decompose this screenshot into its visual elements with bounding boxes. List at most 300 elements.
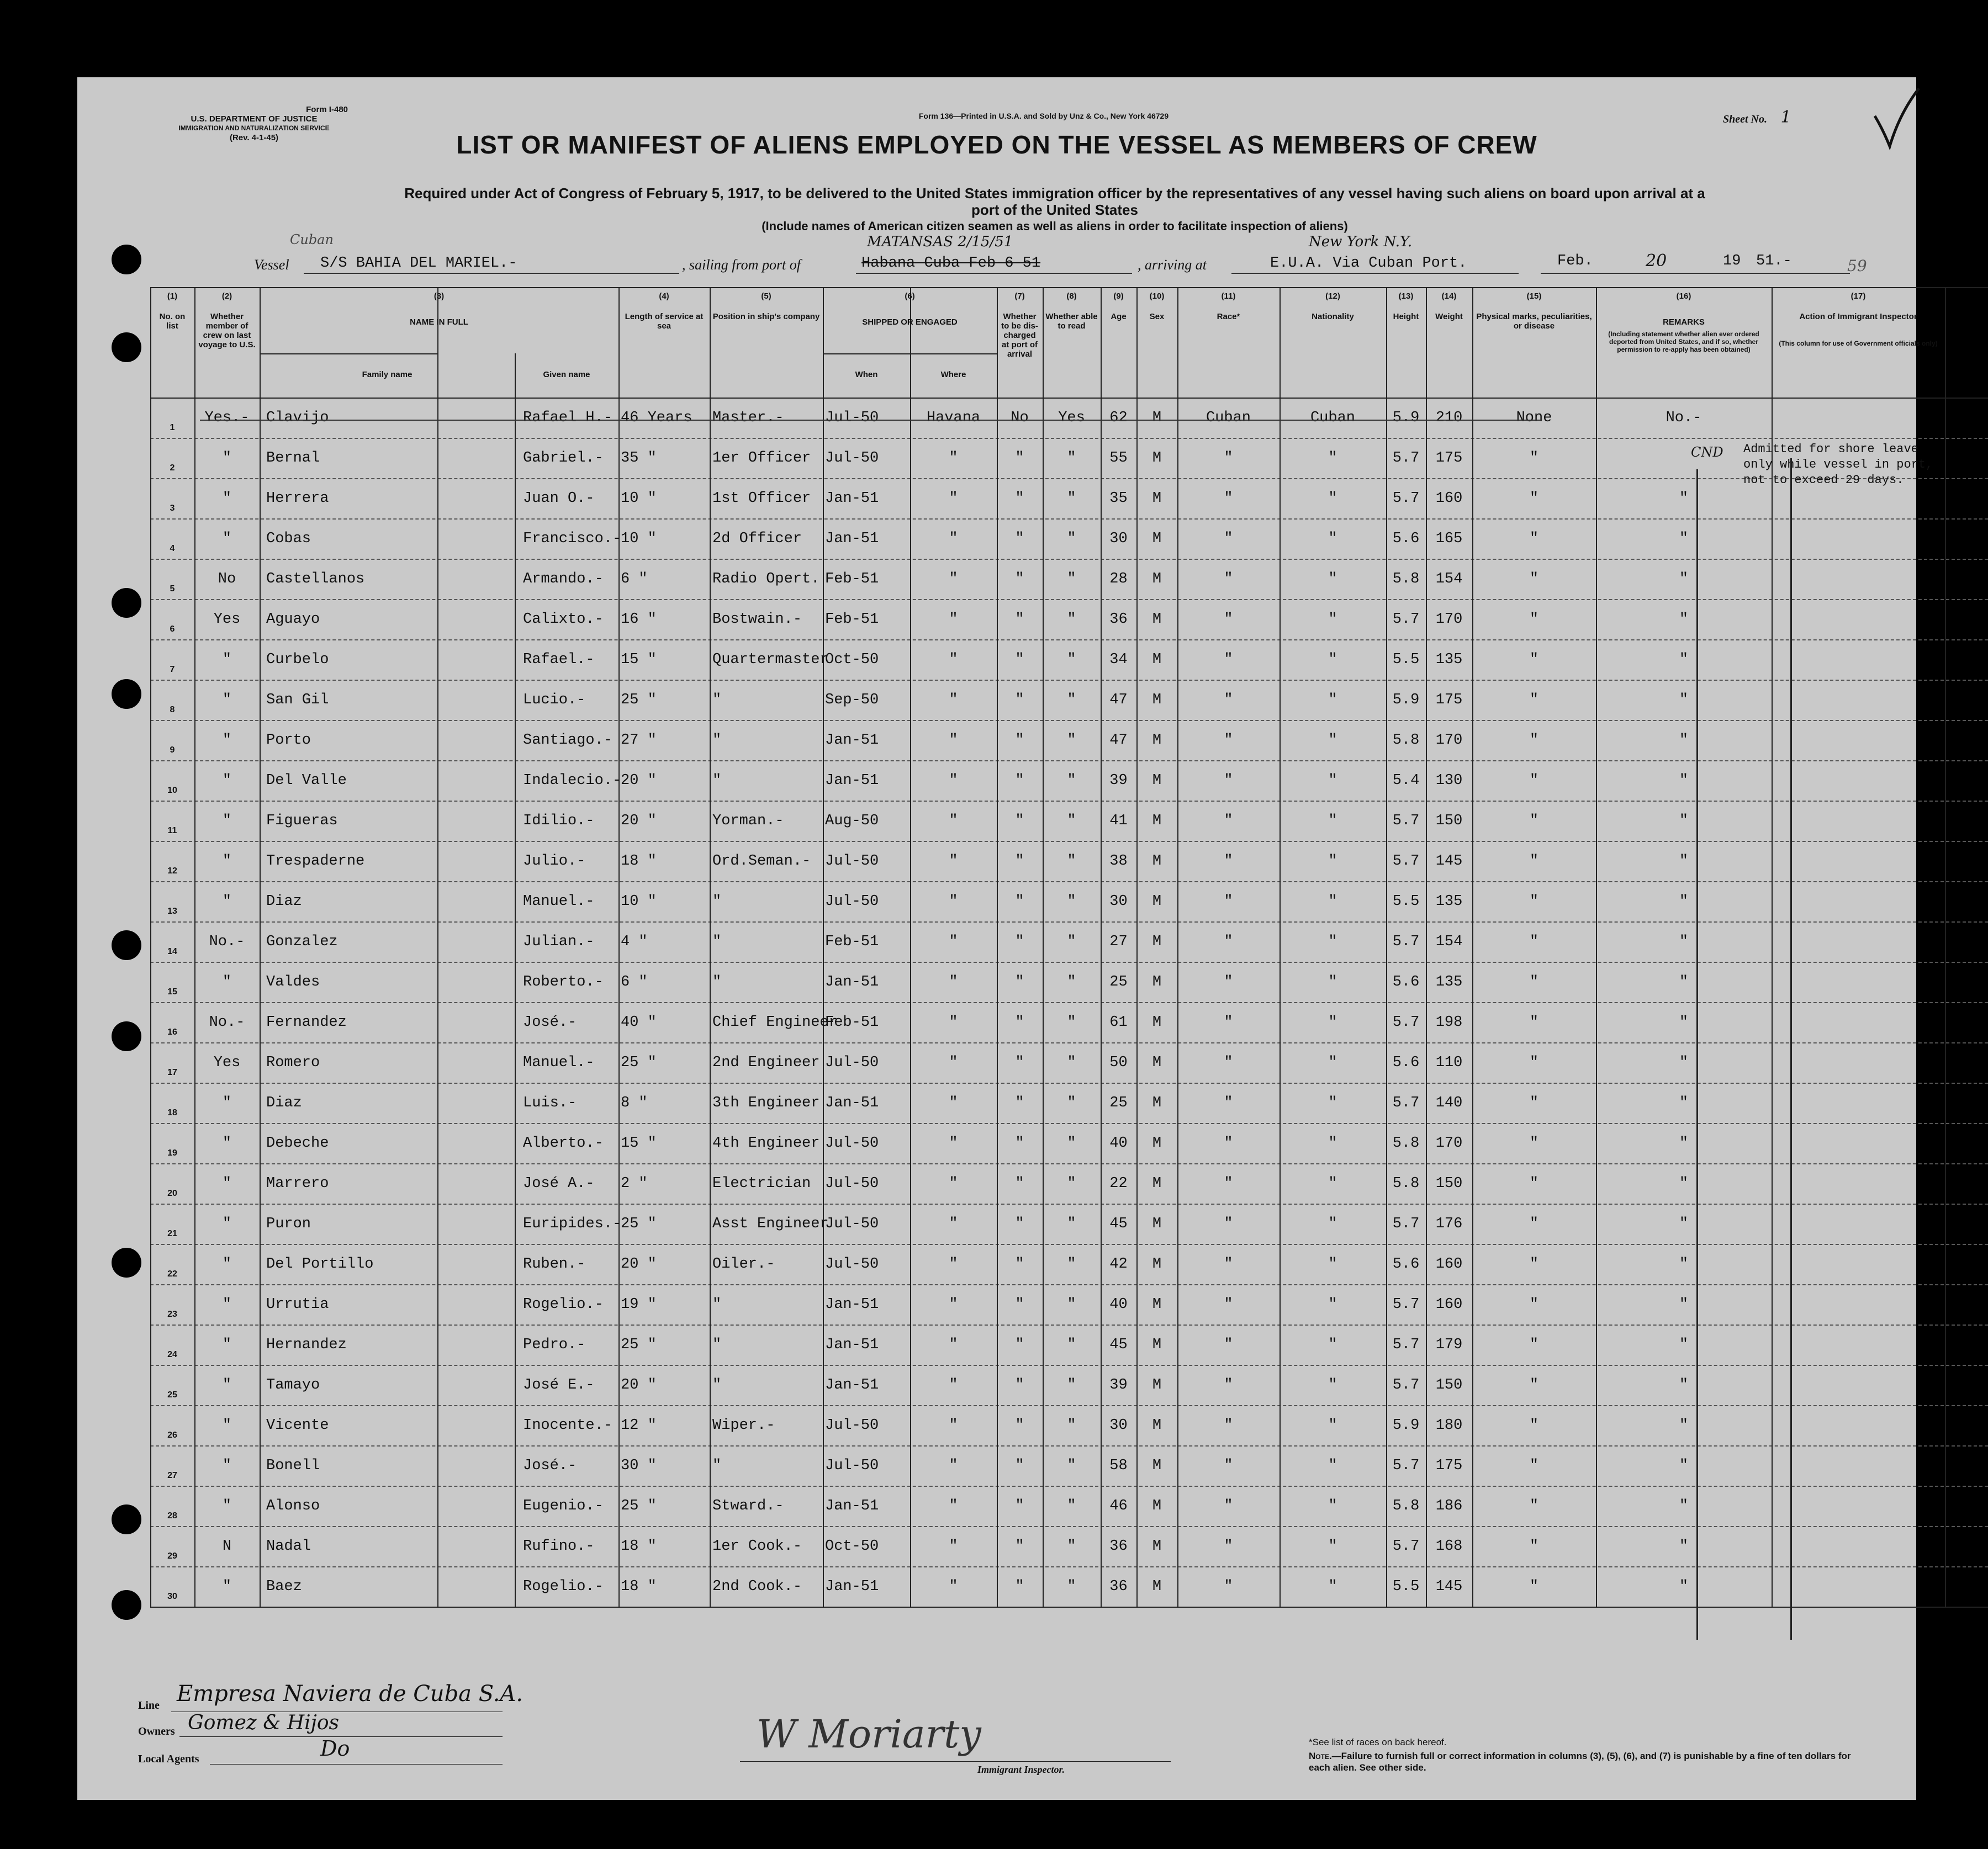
cell-last: " <box>222 450 232 467</box>
cell-given: Indalecio.- <box>523 772 622 789</box>
cell-age: 61 <box>1109 1014 1128 1031</box>
cell-remarks: " <box>1679 934 1689 950</box>
department: U.S. DEPARTMENT OF JUSTICE <box>191 114 318 124</box>
cell-when: Oct-50 <box>825 651 879 668</box>
cell-read: " <box>1067 1417 1076 1434</box>
cell-read: " <box>1067 611 1076 628</box>
cell-nat: " <box>1328 571 1337 587</box>
cell-read: " <box>1067 1256 1076 1273</box>
cell-age: 27 <box>1109 934 1128 950</box>
cell-sex: M <box>1152 1538 1162 1555</box>
cell-nat: " <box>1328 1095 1337 1111</box>
column-header: Whether able to read <box>1045 312 1098 331</box>
cell-height: 5.7 <box>1392 853 1420 870</box>
cell-given: Euripides.- <box>523 1216 622 1232</box>
cell-remarks: " <box>1679 571 1689 587</box>
cell-remarks: " <box>1679 893 1689 910</box>
cell-position: Chief Engineer <box>712 1014 838 1031</box>
cell-when: Jan-51 <box>825 772 879 789</box>
row-number: 26 <box>167 1431 177 1440</box>
cell-family: Nadal <box>266 1538 311 1555</box>
cell-age: 30 <box>1109 893 1128 910</box>
cell-given: José E.- <box>523 1377 595 1394</box>
sheet-label: Sheet No. <box>1723 113 1767 125</box>
column-number: (8) <box>1066 292 1077 301</box>
column-header: Age <box>1111 312 1127 321</box>
row-number: 7 <box>170 665 175 674</box>
cell-read: " <box>1067 450 1076 467</box>
column-number: (9) <box>1113 292 1124 301</box>
cell-family: Diaz <box>266 893 302 910</box>
cell-weight: 135 <box>1435 893 1463 910</box>
cell-race: " <box>1224 1216 1233 1232</box>
row-number: 22 <box>167 1269 177 1279</box>
cell-marks: " <box>1529 692 1539 708</box>
cell-height: 5.7 <box>1392 1216 1420 1232</box>
cell-race: " <box>1224 450 1233 467</box>
subtitle-line-1: Required under Act of Congress of February 5, 1917, to be delivered to the United States immigration officer by the representatives of any vessel having such aliens on board upon arrival at a <box>404 185 1705 202</box>
cell-last: " <box>222 1337 232 1353</box>
column-number: (2) <box>221 292 232 301</box>
cell-nat: " <box>1328 1377 1337 1394</box>
cell-marks: " <box>1529 490 1539 507</box>
cell-age: 41 <box>1109 813 1128 829</box>
row-divider <box>150 639 1988 640</box>
cell-height: 5.7 <box>1392 1296 1420 1313</box>
cell-nat: " <box>1328 490 1337 507</box>
cell-service: 18 " <box>621 1578 657 1595</box>
cell-last: Yes.- <box>204 410 250 426</box>
cell-nat: " <box>1328 611 1337 628</box>
cell-read: " <box>1067 692 1076 708</box>
cell-weight: 160 <box>1435 490 1463 507</box>
cell-weight: 180 <box>1435 1417 1463 1434</box>
cell-sex: M <box>1152 1256 1162 1273</box>
cell-nat: " <box>1328 1014 1337 1031</box>
cell-given: José.- <box>523 1458 577 1474</box>
cell-nat: " <box>1328 531 1337 547</box>
cell-where: " <box>949 974 958 990</box>
cell-given: Ruben.- <box>523 1256 586 1273</box>
cell-last: " <box>222 893 232 910</box>
cell-height: 5.7 <box>1392 1458 1420 1474</box>
arriving-typed: E.U.A. Via Cuban Port. <box>1270 255 1467 272</box>
cell-weight: 170 <box>1435 1135 1463 1152</box>
cell-service: 25 " <box>621 1498 657 1514</box>
cell-age: 30 <box>1109 1417 1128 1434</box>
cell-when: Jan-51 <box>825 1296 879 1313</box>
cell-sex: M <box>1152 1377 1162 1394</box>
cell-last: " <box>222 1296 232 1313</box>
cell-weight: 150 <box>1435 1377 1463 1394</box>
cell-given: Roberto.- <box>523 974 604 990</box>
cell-marks: " <box>1529 1578 1539 1595</box>
column-number: (16) <box>1676 292 1691 301</box>
cell-race: " <box>1224 651 1233 668</box>
cell-marks: " <box>1529 651 1539 668</box>
cell-position: Oiler.- <box>712 1256 775 1273</box>
cell-when: Jul-50 <box>825 450 879 467</box>
cell-remarks: " <box>1679 1377 1689 1394</box>
cell-read: " <box>1067 1135 1076 1152</box>
cell-family: Castellanos <box>266 571 365 587</box>
punch-hole <box>112 588 141 618</box>
row-number: 4 <box>170 544 175 553</box>
cell-height: 5.7 <box>1392 1337 1420 1353</box>
cell-sex: M <box>1152 853 1162 870</box>
cell-age: 36 <box>1109 611 1128 628</box>
cell-weight: 160 <box>1435 1256 1463 1273</box>
cell-nat: " <box>1328 1135 1337 1152</box>
cell-service: 12 " <box>621 1417 657 1434</box>
cell-read: " <box>1067 1458 1076 1474</box>
cell-service: 25 " <box>621 1337 657 1353</box>
cell-disch: " <box>1015 1337 1024 1353</box>
cell-family: Puron <box>266 1216 311 1232</box>
cell-nat: " <box>1328 692 1337 708</box>
cell-where: " <box>949 1256 958 1273</box>
cell-position: Wiper.- <box>712 1417 775 1434</box>
column-header: NAME IN FULL <box>410 317 468 327</box>
cell-disch: " <box>1015 1216 1024 1232</box>
row-divider <box>150 559 1988 560</box>
cell-last: " <box>222 651 232 668</box>
row-divider <box>150 1566 1988 1567</box>
cell-family: Clavijo <box>266 410 329 426</box>
footer-owners-label: Owners <box>138 1725 175 1737</box>
cell-where: " <box>949 1377 958 1394</box>
row-divider <box>150 518 1988 520</box>
cell-weight: 179 <box>1435 1337 1463 1353</box>
row-number: 18 <box>167 1108 177 1117</box>
cell-age: 45 <box>1109 1337 1128 1353</box>
cell-height: 5.7 <box>1392 1095 1420 1111</box>
cell-age: 39 <box>1109 1377 1128 1394</box>
cell-family: Romero <box>266 1055 320 1071</box>
cell-sex: M <box>1152 490 1162 507</box>
cell-where: " <box>949 1578 958 1595</box>
column-number: (5) <box>761 292 771 301</box>
cell-where: " <box>949 1216 958 1232</box>
cell-read: " <box>1067 1296 1076 1313</box>
cell-race: " <box>1224 1538 1233 1555</box>
cell-where: " <box>949 571 958 587</box>
form-number: Form I-480 <box>306 105 348 114</box>
cell-height: 5.7 <box>1392 1014 1420 1031</box>
fine-note <box>1309 1750 1861 1773</box>
cell-weight: 154 <box>1435 571 1463 587</box>
cell-when: Jan-51 <box>825 1377 879 1394</box>
cell-sex: M <box>1152 1417 1162 1434</box>
cell-service: 4 " <box>621 934 648 950</box>
footer-agents-label: Local Agents <box>138 1753 199 1765</box>
cell-when: Jul-50 <box>825 1417 879 1434</box>
cell-height: 5.8 <box>1392 571 1420 587</box>
row-number: 29 <box>167 1551 177 1561</box>
cell-race: " <box>1224 490 1233 507</box>
cell-weight: 170 <box>1435 732 1463 749</box>
cell-position: Electrician <box>712 1175 811 1192</box>
cell-when: Aug-50 <box>825 813 879 829</box>
cell-family: Marrero <box>266 1175 329 1192</box>
cell-read: " <box>1067 651 1076 668</box>
cell-family: Debeche <box>266 1135 329 1152</box>
cell-remarks: " <box>1679 1498 1689 1514</box>
row-divider <box>150 841 1988 842</box>
remarks-cnd-note: CND <box>1691 444 1723 460</box>
row-number: 3 <box>170 504 175 513</box>
row-divider <box>150 1284 1988 1285</box>
cell-where: " <box>949 651 958 668</box>
cell-service: 15 " <box>621 1135 657 1152</box>
column-header: REMARKS <box>1663 317 1705 327</box>
sailing-underline <box>856 273 1132 274</box>
cell-position: " <box>712 772 722 789</box>
cell-read: " <box>1067 1014 1076 1031</box>
cell-marks: " <box>1529 853 1539 870</box>
cell-position: " <box>712 934 722 950</box>
column-header: Weight <box>1435 312 1463 321</box>
cell-where: " <box>949 611 958 628</box>
row-divider <box>150 1365 1988 1366</box>
cell-nat: " <box>1328 1216 1337 1232</box>
cell-nat: " <box>1328 732 1337 749</box>
cell-position: Asst Engineer <box>712 1216 829 1232</box>
cell-family: Bernal <box>266 450 320 467</box>
sheet-number: 1 <box>1780 108 1791 127</box>
cell-age: 38 <box>1109 853 1128 870</box>
cell-marks: " <box>1529 1014 1539 1031</box>
cell-read: " <box>1067 531 1076 547</box>
page-title: LIST OR MANIFEST OF ALIENS EMPLOYED ON THE VESSEL AS MEMBERS OF CREW <box>456 130 1537 159</box>
cell-position: 4th Engineer <box>712 1135 820 1152</box>
cell-last: No <box>218 571 236 587</box>
cell-age: 45 <box>1109 1216 1128 1232</box>
cell-weight: 154 <box>1435 934 1463 950</box>
cell-family: Figueras <box>266 813 338 829</box>
cell-read: " <box>1067 1175 1076 1192</box>
row-number: 15 <box>167 987 177 997</box>
cell-sex: M <box>1152 893 1162 910</box>
cell-disch: " <box>1015 692 1024 708</box>
cell-marks: " <box>1529 531 1539 547</box>
cell-height: 5.7 <box>1392 611 1420 628</box>
cell-sex: M <box>1152 410 1162 426</box>
remarks-bracket-line <box>1790 458 1792 1640</box>
cell-service: 6 " <box>621 571 648 587</box>
cell-last: " <box>222 1216 232 1232</box>
column-subheader: When <box>855 370 878 379</box>
punch-hole <box>112 679 141 709</box>
cell-when: Oct-50 <box>825 1538 879 1555</box>
cell-where: " <box>949 1458 958 1474</box>
cell-given: Calixto.- <box>523 611 604 628</box>
cell-position: " <box>712 1296 722 1313</box>
cell-where: " <box>949 1135 958 1152</box>
cell-marks: " <box>1529 1256 1539 1273</box>
cell-sex: M <box>1152 1296 1162 1313</box>
cell-family: Cobas <box>266 531 311 547</box>
cell-family: Alonso <box>266 1498 320 1514</box>
cell-family: Tamayo <box>266 1377 320 1394</box>
cell-given: José A.- <box>523 1175 595 1192</box>
date-underline <box>1541 273 1850 274</box>
cell-disch: " <box>1015 1498 1024 1514</box>
cell-position: Master.- <box>712 410 784 426</box>
sheet-number-block <box>1723 108 1855 127</box>
cell-family: Urrutia <box>266 1296 329 1313</box>
cell-family: Fernandez <box>266 1014 347 1031</box>
cell-position: " <box>712 893 722 910</box>
cell-sex: M <box>1152 1095 1162 1111</box>
column-header-note: (Including statement whether alien ever ordered deported from United States, and if so, whether permission to re-apply has been obtained) <box>1608 330 1759 353</box>
cell-when: Jul-50 <box>825 1135 879 1152</box>
column-header: Action of Immigrant Inspector <box>1799 312 1917 321</box>
cell-where: " <box>949 1095 958 1111</box>
cell-weight: 176 <box>1435 1216 1463 1232</box>
cell-when: Jan-51 <box>825 531 879 547</box>
column-header: Whether member of crew on last voyage to U.S. <box>198 312 256 349</box>
cell-last: Yes <box>213 611 241 628</box>
cell-marks: " <box>1529 1458 1539 1474</box>
cell-last: " <box>222 1095 232 1111</box>
footer-agents-underline <box>210 1764 503 1765</box>
row-divider <box>150 1163 1988 1164</box>
cell-given: Julian.- <box>523 934 595 950</box>
cell-height: 5.7 <box>1392 1538 1420 1555</box>
cell-remarks: No.- <box>1666 410 1702 426</box>
cell-last: " <box>222 1578 232 1595</box>
cell-height: 5.7 <box>1392 490 1420 507</box>
cell-when: Jan-51 <box>825 490 879 507</box>
cell-weight: 145 <box>1435 1578 1463 1595</box>
column-header: Race* <box>1217 312 1240 321</box>
cell-remarks: " <box>1679 1175 1689 1192</box>
cell-nat: " <box>1328 450 1337 467</box>
cell-marks: " <box>1529 893 1539 910</box>
column-subheader: Given name <box>543 370 590 379</box>
row-divider <box>150 801 1988 802</box>
cell-family: Hernandez <box>266 1337 347 1353</box>
cell-disch: " <box>1015 772 1024 789</box>
cell-remarks: " <box>1679 1256 1689 1273</box>
subtitle-line-3: (Include names of American citizen seamen as well as aliens in order to facilitate inspection of aliens) <box>762 219 1348 233</box>
row-divider <box>150 921 1988 923</box>
cell-height: 5.6 <box>1392 1055 1420 1071</box>
cell-age: 40 <box>1109 1135 1128 1152</box>
column-divider <box>618 287 620 1607</box>
cell-where: " <box>949 490 958 507</box>
cell-position: " <box>712 692 722 708</box>
column-number: (3) <box>433 292 445 301</box>
cell-weight: 210 <box>1435 410 1463 426</box>
cell-race: " <box>1224 893 1233 910</box>
cell-marks: " <box>1529 1175 1539 1192</box>
cell-nat: " <box>1328 1337 1337 1353</box>
column-number: (14) <box>1441 292 1457 301</box>
cell-race: " <box>1224 1417 1233 1434</box>
cell-marks: " <box>1529 1538 1539 1555</box>
cell-race: " <box>1224 1055 1233 1071</box>
cell-service: 20 " <box>621 1256 657 1273</box>
cell-family: Valdes <box>266 974 320 990</box>
row-divider <box>150 680 1988 681</box>
footer-line-value: Empresa Naviera de Cuba S.A. <box>177 1681 524 1707</box>
cell-remarks: " <box>1679 490 1689 507</box>
cell-age: 36 <box>1109 1538 1128 1555</box>
cell-remarks: " <box>1679 611 1689 628</box>
cell-position: 1st Officer <box>712 490 811 507</box>
cell-disch: " <box>1015 531 1024 547</box>
cell-position: " <box>712 974 722 990</box>
cell-family: Baez <box>266 1578 302 1595</box>
row-number: 2 <box>170 463 175 473</box>
cell-disch: " <box>1015 974 1024 990</box>
cell-when: Jul-50 <box>825 1175 879 1192</box>
cell-nat: " <box>1328 853 1337 870</box>
cell-marks: " <box>1529 1055 1539 1071</box>
cell-marks: " <box>1529 1377 1539 1394</box>
row-number: 19 <box>167 1148 177 1158</box>
cell-disch: " <box>1015 1095 1024 1111</box>
cell-height: 5.8 <box>1392 732 1420 749</box>
cell-age: 40 <box>1109 1296 1128 1313</box>
cell-position: 3th Engineer <box>712 1095 820 1111</box>
cell-nat: " <box>1328 1538 1337 1555</box>
cell-age: 22 <box>1109 1175 1128 1192</box>
cell-remarks: " <box>1679 1337 1689 1353</box>
column-divider <box>150 287 151 1607</box>
cell-service: 18 " <box>621 853 657 870</box>
row-divider <box>150 1244 1988 1245</box>
cell-age: 25 <box>1109 1095 1128 1111</box>
cell-position: Stward.- <box>712 1498 784 1514</box>
cell-family: Del Valle <box>266 772 347 789</box>
cell-when: Feb-51 <box>825 571 879 587</box>
cell-last: " <box>222 772 232 789</box>
cell-given: Manuel.- <box>523 893 595 910</box>
cell-disch: " <box>1015 450 1024 467</box>
cell-when: Jul-50 <box>825 853 879 870</box>
crew-table <box>150 287 1988 1623</box>
cell-sex: M <box>1152 1216 1162 1232</box>
row-number: 16 <box>167 1027 177 1037</box>
cell-read: " <box>1067 853 1076 870</box>
cell-weight: 145 <box>1435 853 1463 870</box>
cell-disch: " <box>1015 1175 1024 1192</box>
row-divider <box>150 720 1988 721</box>
cell-remarks: " <box>1679 1458 1689 1474</box>
cell-given: Lucio.- <box>523 692 586 708</box>
cell-sex: M <box>1152 450 1162 467</box>
cell-nat: " <box>1328 1498 1337 1514</box>
cell-age: 50 <box>1109 1055 1128 1071</box>
cell-weight: 150 <box>1435 813 1463 829</box>
row-divider <box>150 438 1988 439</box>
cell-height: 5.7 <box>1392 1377 1420 1394</box>
cell-when: Jan-51 <box>825 1337 879 1353</box>
column-header: No. on list <box>159 312 186 331</box>
cell-sex: M <box>1152 1458 1162 1474</box>
cell-disch: " <box>1015 611 1024 628</box>
cell-nat: " <box>1328 651 1337 668</box>
column-number: (12) <box>1325 292 1340 301</box>
cell-service: 10 " <box>621 893 657 910</box>
cell-when: Jul-50 <box>825 410 879 426</box>
punch-hole <box>112 332 141 362</box>
cell-age: 39 <box>1109 772 1128 789</box>
cell-race: " <box>1224 571 1233 587</box>
